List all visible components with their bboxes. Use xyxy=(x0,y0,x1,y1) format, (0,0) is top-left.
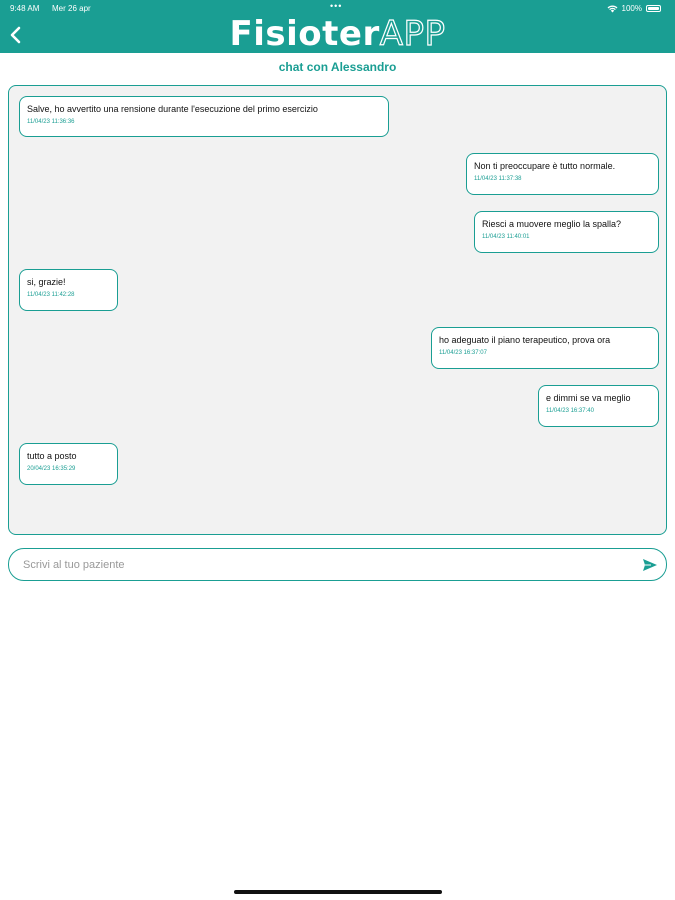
app-header xyxy=(0,0,675,53)
app-title-part2: APP xyxy=(379,14,446,54)
message-text: e dimmi se va meglio xyxy=(546,393,631,403)
message-timestamp: 11/04/23 11:42:28 xyxy=(27,292,75,298)
status-right xyxy=(607,4,661,13)
status-date: Mer 26 apr xyxy=(52,4,91,13)
message-bubble-outgoing xyxy=(474,211,659,253)
message-text: Non ti preoccupare è tutto normale. xyxy=(474,161,616,171)
battery-percentage: 100% xyxy=(621,4,642,13)
message-timestamp: 20/04/23 16:35:29 xyxy=(27,466,76,472)
message-timestamp: 11/04/23 16:37:07 xyxy=(439,350,487,356)
message-bubble-incoming xyxy=(19,443,118,485)
app-logo-title xyxy=(0,14,675,54)
message-bubble-incoming xyxy=(19,96,389,137)
message-bubble-outgoing xyxy=(538,385,659,427)
message-bubble-outgoing xyxy=(431,327,659,369)
battery-icon xyxy=(646,5,661,12)
home-indicator[interactable] xyxy=(234,890,442,894)
message-timestamp: 11/04/23 11:37:38 xyxy=(474,176,522,182)
message-input[interactable] xyxy=(23,556,623,574)
message-text: Riesci a muovere meglio la spalla? xyxy=(482,219,622,229)
message-bubble-outgoing xyxy=(466,153,659,195)
message-timestamp: 11/04/23 16:37:40 xyxy=(546,408,594,414)
chat-messages-area[interactable] xyxy=(8,85,667,535)
wifi-icon xyxy=(607,5,618,13)
message-text: Salve, ho avvertito una rensione durante l'esecuzione del primo esercizio xyxy=(27,104,318,114)
message-timestamp: 11/04/23 11:36:36 xyxy=(27,119,75,125)
send-button[interactable] xyxy=(642,558,658,572)
app-title-part1: Fisioter xyxy=(229,14,380,54)
chat-subtitle: chat con Alessandro xyxy=(278,60,397,74)
message-text: si, grazie! xyxy=(27,277,66,287)
message-bubble-incoming xyxy=(19,269,118,311)
send-icon xyxy=(642,558,658,572)
status-time: 9:48 AM xyxy=(10,4,40,13)
multitasking-dots[interactable]: ••• xyxy=(330,1,343,11)
message-text: tutto a posto xyxy=(27,451,77,461)
message-composer xyxy=(8,548,667,581)
message-timestamp: 11/04/23 11:40:01 xyxy=(482,234,530,240)
message-text: ho adeguato il piano terapeutico, prova ora xyxy=(439,335,611,345)
